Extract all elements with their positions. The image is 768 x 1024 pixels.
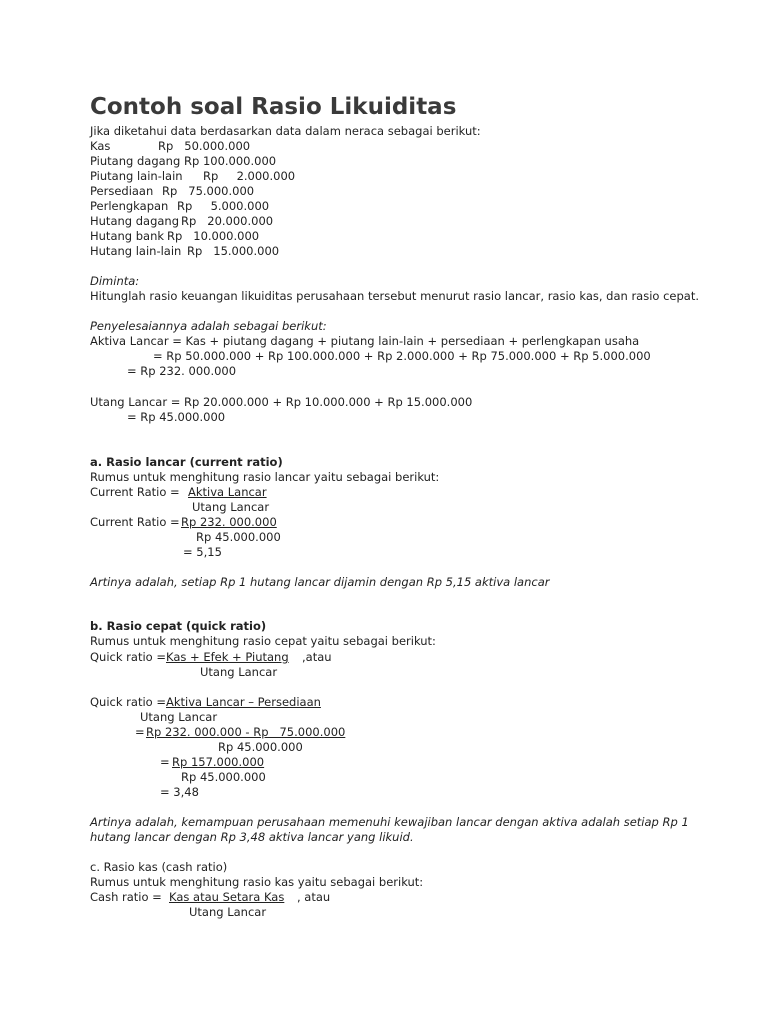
section-b-heading: b. Rasio cepat (quick ratio) (90, 619, 267, 633)
aktiva-lancar-line-1: Aktiva Lancar = Kas + piutang dagang + piutang lain-lain + persediaan + perlengkapan usaha (90, 334, 640, 348)
item-label-hutang-dagang: Hutang dagang (90, 214, 180, 228)
current-ratio-denominator-1: Utang Lancar (192, 500, 270, 514)
item-value-piutang-dagang: Rp 100.000.000 (184, 154, 277, 168)
item-label-kas: Kas (90, 139, 111, 153)
quick-ratio-equals-3: = (135, 725, 145, 739)
quick-ratio-meaning-2: hutang lancar dengan Rp 3,48 aktiva lancar yang likuid. (90, 830, 414, 844)
quick-ratio-numerator-1: Kas + Efek + Piutang (166, 650, 289, 664)
item-label-perlengkapan: Perlengkapan (90, 199, 169, 213)
utang-lancar-line-1: Utang Lancar = Rp 20.000.000 + Rp 10.000.000 + Rp 15.000.000 (90, 395, 473, 409)
penyelesaian-heading: Penyelesaiannya adalah sebagai berikut: (90, 319, 327, 333)
cash-ratio-denominator-1: Utang Lancar (189, 905, 267, 919)
diminta-text: Hitunglah rasio keuangan likuiditas perusahaan tersebut menurut rasio lancar, rasio kas, dan rasio cepat. (90, 289, 700, 303)
cash-ratio-label-1: Cash ratio = (90, 890, 162, 904)
utang-lancar-line-2: = Rp 45.000.000 (127, 410, 226, 424)
quick-ratio-numerator-2: Aktiva Lancar – Persediaan (166, 695, 321, 709)
diminta-heading: Diminta: (90, 274, 140, 288)
item-label-persediaan: Persediaan (90, 184, 154, 198)
item-value-kas: Rp 50.000.000 (158, 139, 251, 153)
quick-ratio-numerator-4: Rp 157.000.000 (172, 755, 265, 769)
cash-ratio-numerator-1: Kas atau Setara Kas (169, 890, 285, 904)
quick-ratio-label-2: Quick ratio = (90, 695, 166, 709)
section-a-heading: a. Rasio lancar (current ratio) (90, 455, 283, 469)
quick-ratio-denominator-4: Rp 45.000.000 (181, 770, 266, 784)
item-value-hutang-dagang: Rp 20.000.000 (181, 214, 274, 228)
quick-ratio-denominator-1: Utang Lancar (200, 665, 278, 679)
cash-ratio-suffix-1: , atau (297, 890, 331, 904)
quick-ratio-numerator-3: Rp 232. 000.000 - Rp 75.000.000 (146, 725, 346, 739)
quick-ratio-equals-4: = (160, 755, 170, 769)
quick-ratio-meaning-1: Artinya adalah, kemampuan perusahaan memenuhi kewajiban lancar dengan aktiva adalah setiap Rp 1 (90, 815, 689, 829)
current-ratio-numerator-2: Rp 232. 000.000 (181, 515, 277, 529)
quick-ratio-label-1: Quick ratio = (90, 650, 166, 664)
current-ratio-label-1: Current Ratio = (90, 485, 180, 499)
item-label-piutang-lain: Piutang lain-lain (90, 169, 183, 183)
intro-text: Jika diketahui data berdasarkan data dalam neraca sebagai berikut: (90, 124, 481, 138)
item-label-hutang-lain: Hutang lain-lain (90, 244, 182, 258)
section-b-intro: Rumus untuk menghitung rasio cepat yaitu sebagai berikut: (90, 634, 436, 648)
current-ratio-numerator-1: Aktiva Lancar (188, 485, 267, 499)
section-c-heading: c. Rasio kas (cash ratio) (90, 860, 228, 874)
quick-ratio-denominator-2: Utang Lancar (140, 710, 218, 724)
aktiva-lancar-line-2: = Rp 50.000.000 + Rp 100.000.000 + Rp 2.000.000 + Rp 75.000.000 + Rp 5.000.000 (153, 349, 651, 363)
item-value-piutang-lain: Rp 2.000.000 (203, 169, 296, 183)
aktiva-lancar-line-3: = Rp 232. 000.000 (127, 364, 237, 378)
quick-ratio-result: = 3,48 (160, 785, 199, 799)
current-ratio-result: = 5,15 (183, 545, 222, 559)
current-ratio-meaning: Artinya adalah, setiap Rp 1 hutang lancar dijamin dengan Rp 5,15 aktiva lancar (90, 575, 550, 589)
quick-ratio-suffix-1: ,atau (302, 650, 332, 664)
quick-ratio-denominator-3: Rp 45.000.000 (218, 740, 303, 754)
current-ratio-label-2: Current Ratio = (90, 515, 180, 529)
item-value-perlengkapan: Rp 5.000.000 (177, 199, 270, 213)
section-c-intro: Rumus untuk menghitung rasio kas yaitu sebagai berikut: (90, 875, 424, 889)
item-value-persediaan: Rp 75.000.000 (162, 184, 255, 198)
item-value-hutang-bank: Rp 10.000.000 (167, 229, 260, 243)
item-label-hutang-bank: Hutang bank (90, 229, 165, 243)
page-title: Contoh soal Rasio Likuiditas (90, 94, 457, 120)
section-a-intro: Rumus untuk menghitung rasio lancar yaitu sebagai berikut: (90, 470, 440, 484)
item-value-hutang-lain: Rp 15.000.000 (187, 244, 280, 258)
current-ratio-denominator-2: Rp 45.000.000 (196, 530, 281, 544)
item-label-piutang-dagang: Piutang dagang (90, 154, 181, 168)
